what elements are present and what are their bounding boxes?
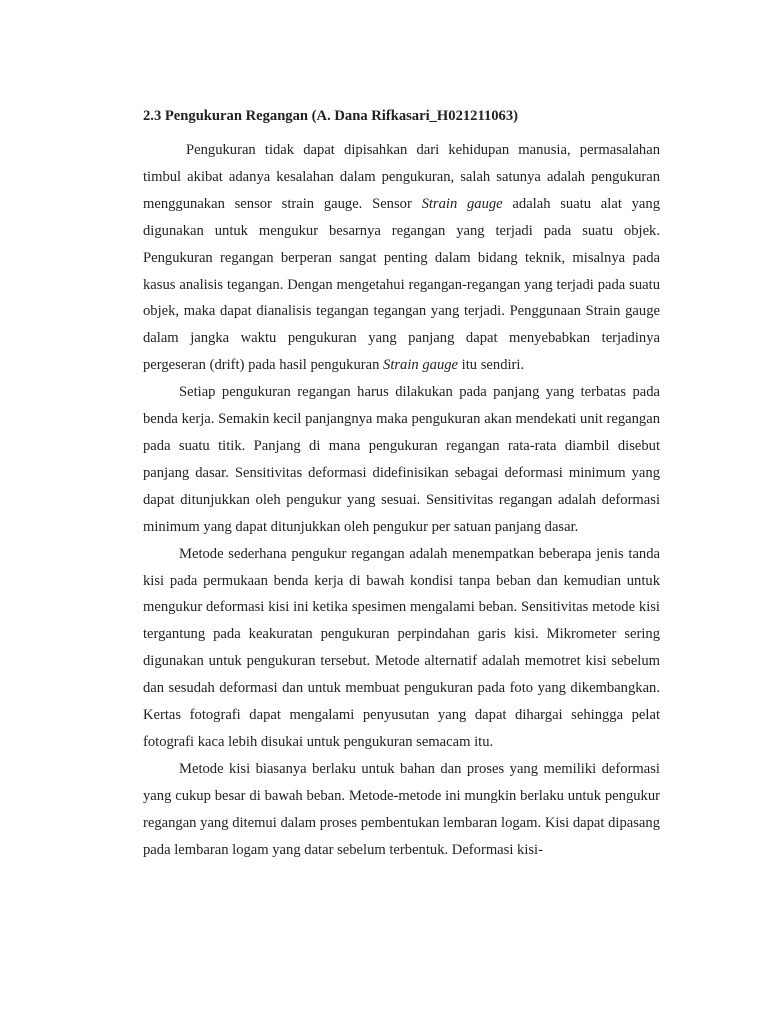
paragraph-1-text-a: Pengukuran tidak dapat dipisahkan dari kehidupan manusia, permasalahan timbul akibat adanya kesalahan dalam pengukuran, salah satunya adalah pengukuran menggunakan sensor strain gauge. Sensor [143,142,660,212]
paragraph-1-text-e: itu sendiri. [458,357,525,374]
section-heading: 2.3 Pengukuran Regangan (A. Dana Rifkasari_H021211063) [143,108,519,124]
paragraph-1-term-strain-gauge: Strain gauge [421,195,503,212]
paragraph-4: Metode kisi biasanya berlaku untuk bahan dan proses yang memiliki deformasi yang cukup besar di bawah beban. Metode-metode ini mungkin berlaku untuk pengukur regangan yang ditemui dalam proses pembentukan lembaran logam. Kisi dapat dipasang pada lembaran logam yang datar sebelum terbentuk. Deformasi kisi- [143,760,660,858]
document-body [143,106,660,863]
paragraph-1-term-strain-gauge-2: Strain gauge [383,357,459,374]
paragraph-1 [143,137,660,379]
paragraph-3: Metode sederhana pengukur regangan adalah menempatkan beberapa jenis tanda kisi pada permukaan benda kerja di bawah kondisi tanpa beban dan kemudian untuk mengukur deformasi kisi ini ketika spesimen mengalami beban. Sensitivitas metode kisi tergantung pada keakuratan pengukuran perpindahan garis kisi. Mikrometer sering digunakan untuk pengukuran tersebut. Metode alternatif adalah memotret kisi sebelum dan sesudah deformasi dan untuk membuat pengukuran pada foto yang dikembangkan. Kertas fotografi dapat mengalami penyusutan yang dapat dihargai sehingga pelat fotografi kaca lebih disukai untuk pengukuran semacam itu. [143,545,660,750]
paragraph-2: Setiap pengukuran regangan harus dilakukan pada panjang yang terbatas pada benda kerja. Semakin kecil panjangnya maka pengukuran akan mendekati unit regangan pada suatu titik. Panjang di mana pengukuran regangan rata-rata diambil disebut panjang dasar. Sensitivitas deformasi didefinisikan sebagai deformasi minimum yang dapat ditunjukkan oleh pengukur yang sesuai. Sensitivitas regangan adalah deformasi minimum yang dapat ditunjukkan oleh pengukur per satuan panjang dasar. [143,384,660,535]
paragraph-1-text-c: adalah suatu alat yang digunakan untuk mengukur besarnya regangan yang terjadi pada suatu objek. Pengukuran regangan berperan sangat penting dalam bidang teknik, misalnya pada kasus analisis tegangan. Dengan mengetahui regangan-regangan yang terjadi pada suatu objek, maka dapat dianalisis tegangan tegangan yang terjadi. Penggunaan Strain gauge dalam jangka waktu pengukuran yang panjang dapat menyebabkan terjadinya pergeseran (drift) pada hasil pengukuran [143,195,660,374]
